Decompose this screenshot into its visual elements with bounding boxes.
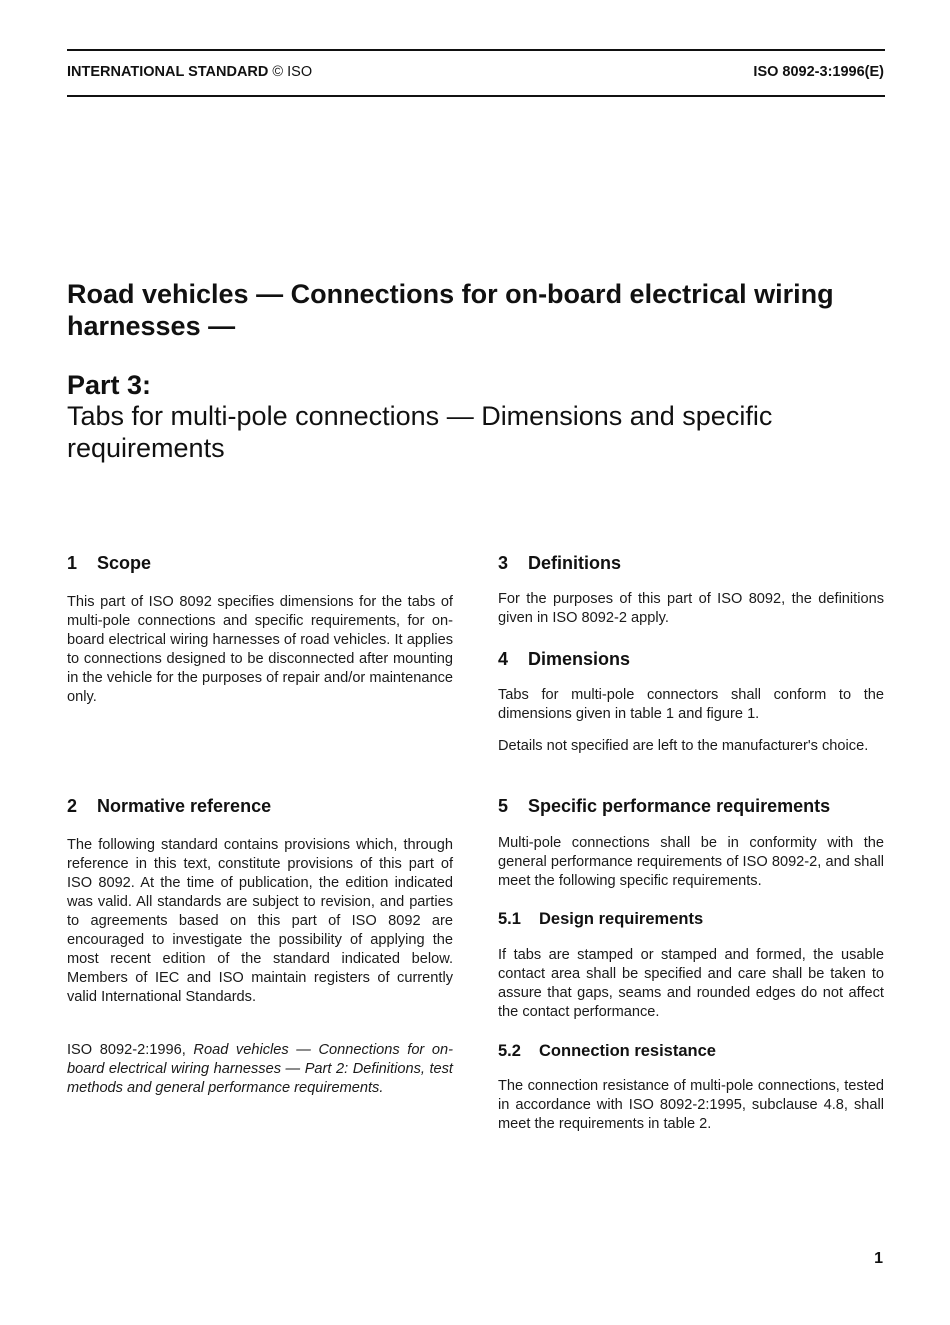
definitions-paragraph: For the purposes of this part of ISO 8092, the definitions given in ISO 8092-2 apply. xyxy=(498,591,884,626)
header-standard-label: INTERNATIONAL STANDARD xyxy=(67,64,269,80)
normative-reference-paragraph: The following standard contains provisions which, through reference in this text, constitute provisions of this part of ISO 8092. At the time of publication, the edition indicated was valid. All standards are subject to revision, and parties to agreements based on this part of ISO 8092 are encouraged to investigate the possibility of applying the most recent edition of the standard indicated below. Members of IEC and ISO maintain registers of currently valid International Standards. xyxy=(67,837,453,1005)
page-number: 1 xyxy=(874,1250,883,1267)
normative-reference-citation: ISO 8092-2:1996, Road vehicles — Connections for on-board electrical wiring harnesses — Part 2: Definitions, test methods and general performance requirements. xyxy=(67,1042,454,1096)
header-document-number: ISO 8092-3:1996(E) xyxy=(753,64,884,80)
dimensions-paragraph-2: Details not specified are left to the manufacturer's choice. xyxy=(498,738,869,754)
section-heading-definitions: 3 Definitions xyxy=(498,553,621,573)
connection-resistance-paragraph: The connection resistance of multi-pole connections, tested in accordance with ISO 8092-2:1995, subclause 4.8, shall meet the requirements in table 2. xyxy=(498,1078,884,1132)
section-heading-scope: 1 Scope xyxy=(67,553,152,573)
header-top-rule xyxy=(67,49,885,51)
dimensions-paragraph-1: Tabs for multi-pole connectors shall conform to the dimensions given in table 1 and figure 1. xyxy=(498,687,884,722)
performance-paragraph: Multi-pole connections shall be in conformity with the general performance requirements of ISO 8092-2, and shall meet the following specific requirements. xyxy=(498,835,884,889)
part-subtitle: Tabs for multi-pole connections — Dimensions and specific requirements xyxy=(67,401,773,463)
header-left xyxy=(67,64,312,80)
section-heading-performance: 5 Specific performance requirements xyxy=(498,796,831,816)
document-title: Road vehicles — Connections for on-board electrical wiring harnesses — xyxy=(67,279,834,341)
design-paragraph: If tabs are stamped or stamped and formed, the usable contact area shall be specified and care shall be taken to assure that gaps, seams and rounded edges do not affect the contact performance. xyxy=(498,947,884,1020)
cited-standard-title: Road vehicles — Connections for on-board electrical wiring harnesses — Part 2: Definitions, test methods and general performance requirements. xyxy=(67,1042,454,1096)
header-copyright: © ISO xyxy=(272,64,313,80)
part-label: Part 3: xyxy=(67,370,152,400)
scope-paragraph: This part of ISO 8092 specifies dimensions for the tabs of multi-pole connections and specific requirements, for on-board electrical wiring harnesses of road vehicles. It applies to connections designed to be disconnected after mounting in the vehicle for the purposes of repair and/or maintenance only. xyxy=(67,594,453,705)
subsection-heading-design: 5.1 Design requirements xyxy=(498,910,704,928)
header-bottom-rule xyxy=(67,95,885,97)
section-heading-dimensions: 4 Dimensions xyxy=(498,649,631,669)
subsection-heading-connection-resistance: 5.2 Connection resistance xyxy=(498,1042,716,1060)
section-heading-normative-reference: 2 Normative reference xyxy=(67,796,272,816)
